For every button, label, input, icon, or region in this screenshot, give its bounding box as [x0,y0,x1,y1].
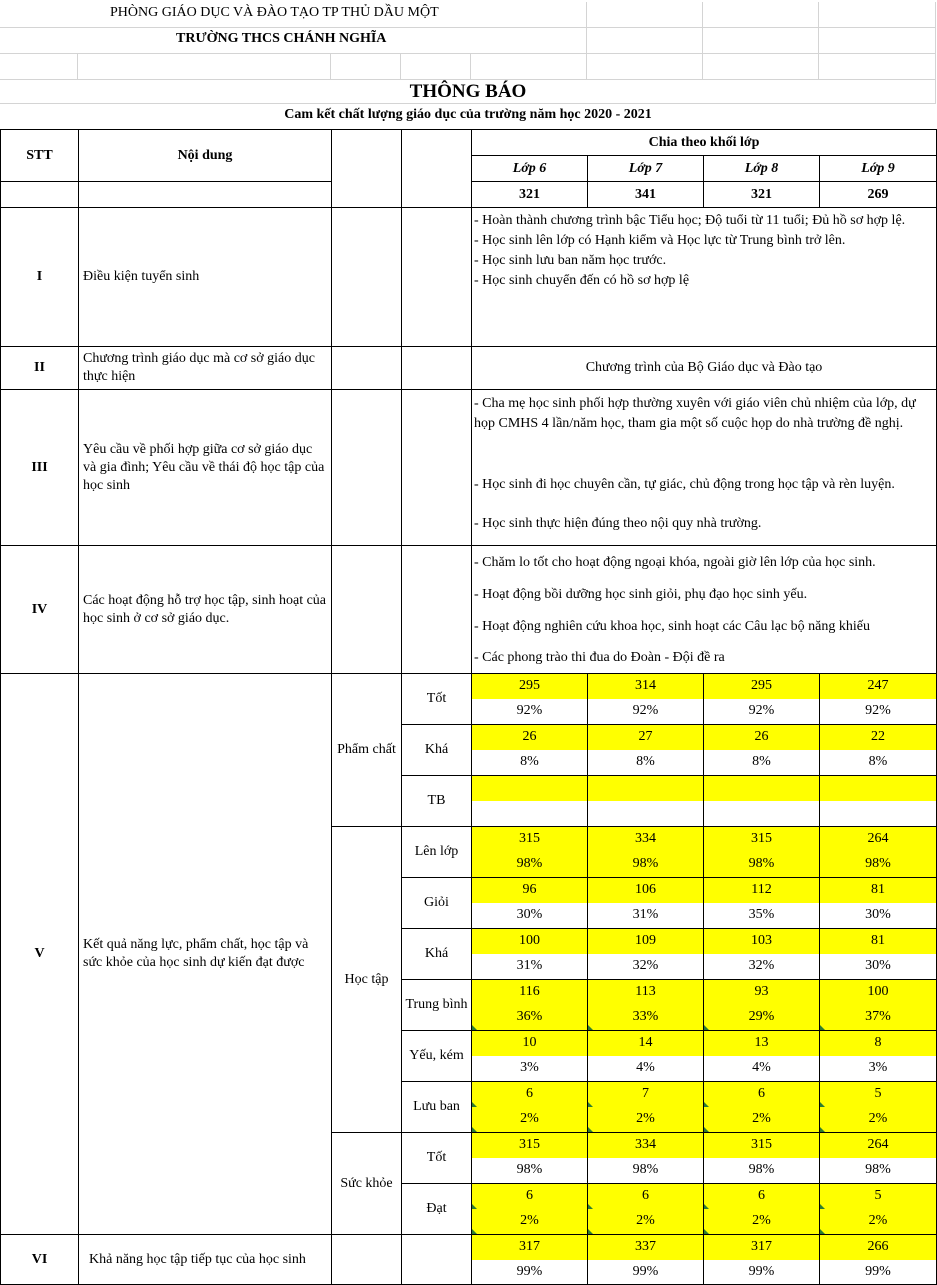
count-cell: 5 [820,1184,937,1209]
count-cell: 7 [588,1082,704,1107]
percent-cell: 98% [588,852,704,878]
percent-cell: 92% [588,699,704,725]
percent-cell [472,801,588,827]
section-content: Chương trình giáo dục mà cơ sở giáo dục thực hiện [79,347,332,390]
count-cell: 6 [704,1082,820,1107]
count-cell: 334 [588,827,704,852]
count-cell: 315 [472,1133,588,1158]
cell-flag-icon [588,1127,593,1132]
percent-cell: 99% [472,1260,588,1285]
header-row-title [0,80,936,104]
description-line: - Chăm lo tốt cho hoạt động ngoại khóa, ngoài giờ lên lớp của học sinh. [474,555,876,570]
count-cell: 6 [704,1184,820,1209]
count-cell: 103 [704,929,820,954]
count-cell: 106 [588,878,704,903]
criteria-group: Sức khỏe [332,1133,402,1235]
percent-cell: 99% [588,1260,704,1285]
header-row-blank [0,54,936,80]
grade-label: Lớp 6 [472,156,588,182]
count-cell: 6 [472,1184,588,1209]
count-cell: 6 [472,1082,588,1107]
percent-cell: 37% [820,1005,937,1031]
percent-cell: 2% [704,1209,820,1235]
section-number: I [1,208,79,347]
percent-cell: 32% [588,954,704,980]
percent-cell: 98% [820,852,937,878]
percent-cell: 30% [820,903,937,929]
count-cell: 26 [472,725,588,750]
percent-cell: 35% [704,903,820,929]
count-cell: 109 [588,929,704,954]
count-cell: 14 [588,1031,704,1056]
count-cell [472,776,588,801]
description-line: - Cha mẹ học sinh phối hợp thường xuyên với giáo viên chủ nhiệm của lớp, dự họp CMHS 4 lần/năm học, tham gia một số cuộc họp do nhà trường đề nghị. [474,396,916,431]
count-cell: 266 [820,1235,937,1260]
count-cell: 315 [704,1133,820,1158]
cell-flag-icon [820,1229,825,1234]
percent-cell: 98% [704,1158,820,1184]
description-line: - Hoàn thành chương trình bậc Tiểu học; Độ tuổi từ 11 tuổi; Đủ hồ sơ hợp lệ. [474,213,906,228]
percent-cell: 2% [472,1107,588,1133]
percent-cell: 2% [820,1107,937,1133]
count-cell: 334 [588,1133,704,1158]
percent-cell: 36% [472,1005,588,1031]
description-line: - Học sinh chuyển đến có hồ sơ hợp lệ [474,273,690,288]
section-row-iv [1,546,937,674]
count-cell: 81 [820,878,937,903]
percent-cell: 31% [588,903,704,929]
percent-cell [820,801,937,827]
blank-cell [332,208,402,347]
percent-cell: 92% [704,699,820,725]
blank-cell [1,182,79,208]
count-cell: 93 [704,980,820,1005]
count-cell: 6 [588,1184,704,1209]
criteria-level: Khá [402,725,472,776]
count-cell: 96 [472,878,588,903]
school-name: TRƯỜNG THCS CHÁNH NGHĨA [176,31,387,46]
percent-cell: 2% [820,1209,937,1235]
cell-flag-icon [472,1229,477,1234]
percent-cell: 98% [820,1158,937,1184]
percent-cell [704,801,820,827]
criteria-level: Lưu ban [402,1082,472,1133]
count-cell [820,776,937,801]
count-cell: 315 [472,827,588,852]
section-content: Khả năng học tập tiếp tục của học sinh [79,1235,332,1285]
criteria-level: Lên lớp [402,827,472,878]
section-row-ii [1,347,937,390]
percent-cell: 8% [820,750,937,776]
count-cell: 116 [472,980,588,1005]
section-row-iii [1,390,937,546]
percent-cell: 3% [820,1056,937,1082]
section-description [472,546,937,674]
percent-cell: 29% [704,1005,820,1031]
percent-cell: 2% [704,1107,820,1133]
criteria-level: Trung bình [402,980,472,1031]
criteria-level: Tốt [402,674,472,725]
count-cell [704,776,820,801]
grade-label: Lớp 9 [820,156,937,182]
count-cell [588,776,704,801]
percent-cell: 98% [472,1158,588,1184]
cell-flag-icon [820,1025,825,1030]
blank-cell [332,546,402,674]
description-line: - Các phong trào thi đua do Đoàn - Đội đề ra [474,650,725,665]
grade-student-count: 321 [472,182,588,208]
blank-header-cell [402,130,472,208]
blank-cell [332,390,402,546]
blank-header-cell [332,130,402,208]
count-cell: 100 [820,980,937,1005]
criteria-level: Tốt [402,1133,472,1184]
count-cell: 317 [472,1235,588,1260]
criteria-level: Yếu, kém [402,1031,472,1082]
percent-cell: 92% [820,699,937,725]
percent-cell [588,801,704,827]
blank-cell [402,546,472,674]
section-number: VI [1,1235,79,1285]
grade-group-header: Chia theo khối lớp [472,130,937,156]
criteria-level: Đạt [402,1184,472,1235]
header-row-dept [0,2,936,28]
cell-flag-icon [472,1127,477,1132]
count-cell: 112 [704,878,820,903]
cell-flag-icon [820,1127,825,1132]
blank-cell [79,182,332,208]
count-cell: 317 [704,1235,820,1260]
percent-cell: 2% [472,1209,588,1235]
percent-cell: 4% [588,1056,704,1082]
criteria-group: Phẩm chất [332,674,402,827]
count-cell: 8 [820,1031,937,1056]
count-cell: 113 [588,980,704,1005]
section-description [472,390,937,546]
count-cell: 22 [820,725,937,750]
percent-cell: 8% [588,750,704,776]
percent-cell: 2% [588,1209,704,1235]
description-line: - Học sinh đi học chuyên cần, tự giác, chủ động trong học tập và rèn luyện. [474,477,895,492]
header-row-school [0,28,936,54]
count-cell: 315 [704,827,820,852]
grade-student-count: 321 [704,182,820,208]
count-cell: 81 [820,929,937,954]
notice-title: THÔNG BÁO [409,81,527,102]
percent-cell: 8% [472,750,588,776]
criteria-group: Học tập [332,827,402,1133]
count-cell: 247 [820,674,937,699]
percent-cell: 92% [472,699,588,725]
percent-cell: 3% [472,1056,588,1082]
col-stt-header: STT [1,130,79,182]
section-content: Yêu cầu về phối hợp giữa cơ sở giáo dục và gia đình; Yêu cầu về thái độ học tập của học sinh [79,390,332,546]
count-cell: 295 [704,674,820,699]
cell-flag-icon [588,1229,593,1234]
cell-flag-icon [704,1025,709,1030]
section-description [472,208,937,347]
section-content: Các hoạt động hỗ trợ học tập, sinh hoạt của học sinh ở cơ sở giáo dục. [79,546,332,674]
grade-label: Lớp 7 [588,156,704,182]
section-content: Kết quả năng lực, phẩm chất, học tập và sức khỏe của học sinh dự kiến đạt được [79,674,332,1235]
count-cell: 26 [704,725,820,750]
section-content: Điều kiện tuyển sinh [79,208,332,347]
department-name: PHÒNG GIÁO DỤC VÀ ĐÀO TẠO TP THỦ DẦU MỘT [110,5,439,20]
section-number: II [1,347,79,390]
cell-flag-icon [704,1127,709,1132]
section-number: IV [1,546,79,674]
grade-label: Lớp 8 [704,156,820,182]
count-cell: 295 [472,674,588,699]
percent-cell: 98% [704,852,820,878]
criteria-level: Giỏi [402,878,472,929]
percent-cell: 98% [472,852,588,878]
count-cell: 314 [588,674,704,699]
section-description: Chương trình của Bộ Giáo dục và Đào tạo [472,347,937,390]
percent-cell: 30% [820,954,937,980]
count-cell: 100 [472,929,588,954]
header-row-subtitle [0,104,936,129]
description-line: - Hoạt động bồi dưỡng học sinh giỏi, phụ đạo học sinh yếu. [474,587,808,602]
notice-subtitle: Cam kết chất lượng giáo dục của trường năm học 2020 - 2021 [284,107,652,122]
section-number: V [1,674,79,1235]
col-content-header: Nội dung [79,130,332,182]
count-cell: 264 [820,827,937,852]
blank-cell [402,208,472,347]
criteria-level: TB [402,776,472,827]
section-row-i [1,208,937,347]
blank-cell [332,1235,402,1285]
percent-cell: 98% [588,1158,704,1184]
count-cell: 27 [588,725,704,750]
description-line: - Học sinh lưu ban năm học trước. [474,253,667,268]
criteria-level: Khá [402,929,472,980]
cell-flag-icon [588,1025,593,1030]
grade-student-count: 269 [820,182,937,208]
count-cell: 13 [704,1031,820,1056]
cell-flag-icon [472,1025,477,1030]
section-number: III [1,390,79,546]
quality-table [0,129,937,1285]
percent-cell: 99% [704,1260,820,1285]
percent-cell: 4% [704,1056,820,1082]
percent-cell: 99% [820,1260,937,1285]
percent-cell: 33% [588,1005,704,1031]
percent-cell: 30% [472,903,588,929]
percent-cell: 8% [704,750,820,776]
cell-flag-icon [704,1229,709,1234]
grade-student-count: 341 [588,182,704,208]
description-line: - Hoạt động nghiên cứu khoa học, sinh hoạt các Câu lạc bộ năng khiếu [474,619,870,634]
count-cell: 264 [820,1133,937,1158]
count-cell: 5 [820,1082,937,1107]
blank-cell [402,390,472,546]
percent-cell: 2% [588,1107,704,1133]
count-cell: 337 [588,1235,704,1260]
percent-cell: 32% [704,954,820,980]
description-line: - Học sinh thực hiện đúng theo nội quy nhà trường. [474,516,762,531]
blank-cell [332,347,402,390]
count-cell: 10 [472,1031,588,1056]
percent-cell: 31% [472,954,588,980]
blank-cell [402,1235,472,1285]
description-line: - Học sinh lên lớp có Hạnh kiểm và Học lực từ Trung bình trở lên. [474,233,846,248]
blank-cell [402,347,472,390]
